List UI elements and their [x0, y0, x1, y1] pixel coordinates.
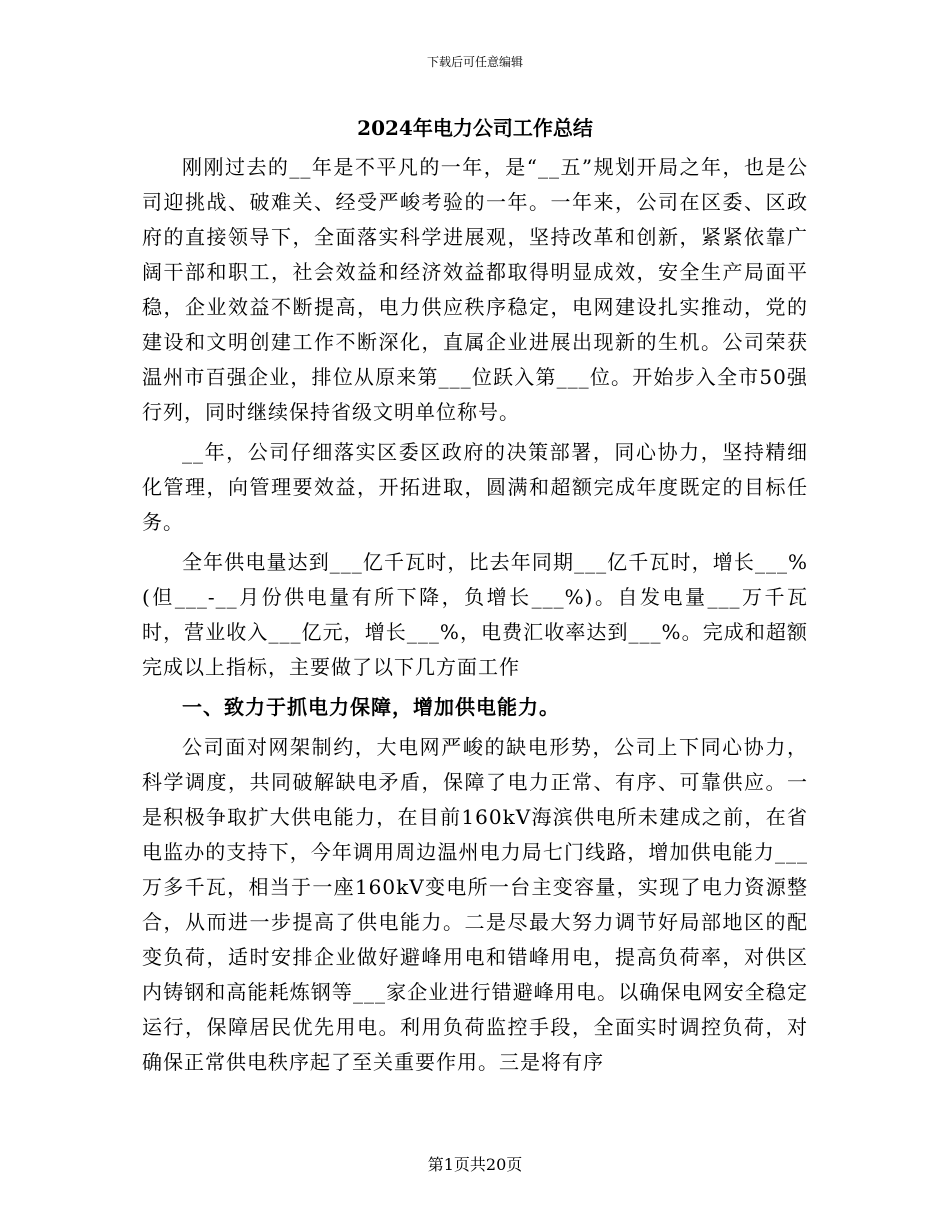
- paragraph-summary: __年，公司仔细落实区委区政府的决策部署，同心协力，坚持精细化管理，向管理要效益，开拓进取，圆满和超额完成年度既定的目标任务。: [142, 440, 808, 534]
- document-body: [142, 112, 808, 1085]
- document-title: 2024年电力公司工作总结: [357, 116, 593, 140]
- section-heading: 一、致力于抓电力保障，增加供电能力。: [182, 695, 560, 719]
- page-header-note: 下载后可任意编辑: [426, 55, 523, 69]
- paragraph-section-body: 公司面对网架制约，大电网严峻的缺电形势，公司上下同心协力，科学调度，共同破解缺电矛盾，保障了电力正常、有序、可靠供应。一是积极争取扩大供电能力，在目前160kV海滨供电所未建成之前，在省电监办的支持下，今年调用周边温州电力局七门线路，增加供电能力___万多千瓦，相当于一座160kV变电所一台主变容量，实现了电力资源整合，从而进一步提高了供电能力。二是尽最大努力调节好局部地区的配变负荷，适时安排企业做好避峰用电和错峰用电，提高负荷率，对供区内铸钢和高能耗炼钢等___家企业进行错避峰用电。以确保电网安全稳定运行，保障居民优先用电。利用负荷监控手段，全面实时调控负荷，对确保正常供电秩序起了至关重要作用。三是将有序: [142, 735, 808, 1074]
- paragraph-intro: 刚刚过去的__年是不平凡的一年，是“__五”规划开局之年，也是公司迎挑战、破难关、经受严峻考验的一年。一年来，公司在区委、区政府的直接领导下，全面落实科学进展观，坚持改革和创新，紧紧依靠广阔干部和职工，社会效益和经济效益都取得明显成效，安全生产局面平稳，企业效益不断提高，电力供应秩序稳定，电网建设扎实推动，党的建设和文明创建工作不断深化，直属企业进展出现新的生机。公司荣获温州市百强企业，排位从原来第___位跃入第___位。开始步入全市50强行列，同时继续保持省级文明单位称号。: [142, 155, 808, 424]
- paragraph-indicators: 全年供电量达到___亿千瓦时，比去年同期___亿千瓦时，增长___%(但___-__月份供电量有所下降，负增长___%)。自发电量___万千瓦时，营业收入___亿元，增长___%，电费汇收率达到___%。完成和超额完成以上指标，主要做了以下几方面工作: [142, 550, 808, 679]
- page-number: 第1页共20页: [427, 1155, 523, 1174]
